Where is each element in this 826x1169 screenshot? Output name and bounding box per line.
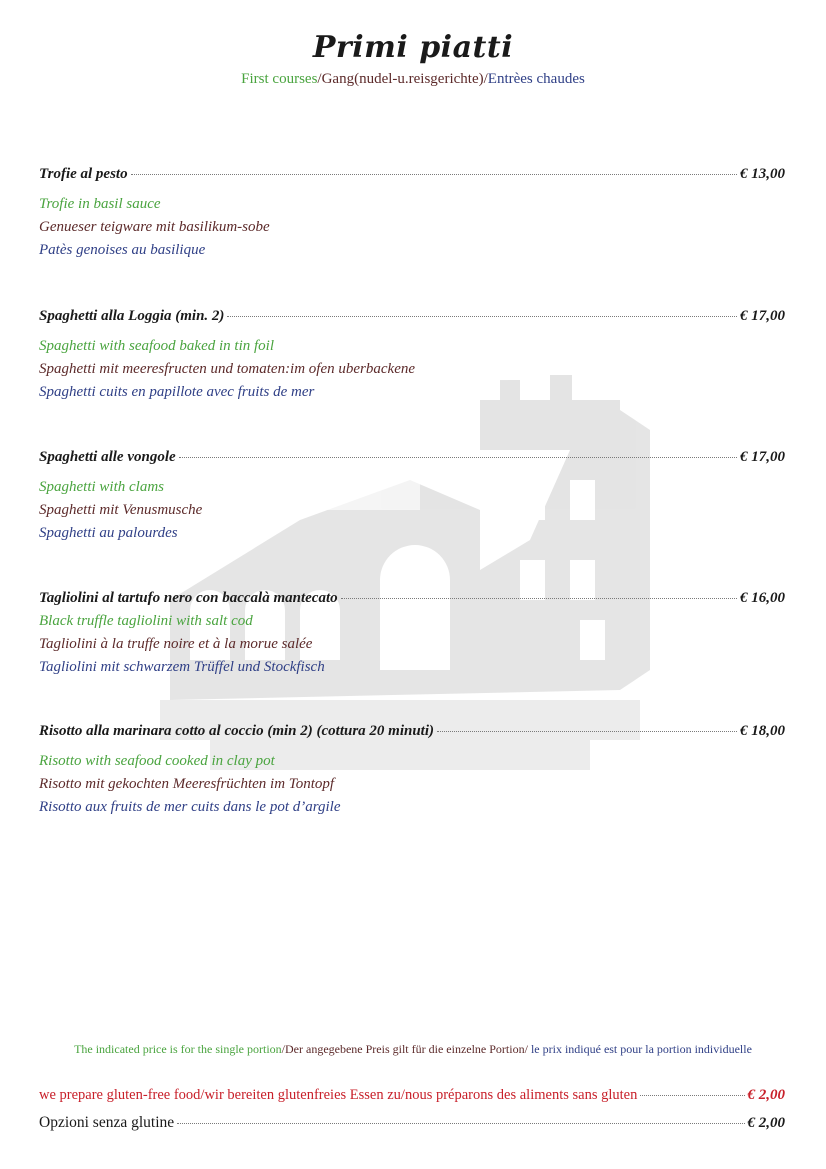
- dish-name: Tagliolini al tartufo nero con baccalà mantecato: [39, 590, 338, 606]
- dot-leader: [131, 173, 737, 175]
- dot-leader: [227, 315, 737, 317]
- gluten-options-row: [39, 1114, 785, 1132]
- dish-name: Spaghetti alla Loggia (min. 2): [39, 308, 225, 324]
- dot-leader: [640, 1094, 744, 1096]
- gluten-free-price: € 2,00: [747, 1087, 785, 1103]
- subtitle-french: Entrèes chaudes: [487, 71, 585, 87]
- dish-translation-english: Spaghetti with seafood baked in tin foil: [39, 338, 274, 354]
- dish-translation-french: Risotto aux fruits de mer cuits dans le pot d’argile: [39, 799, 341, 815]
- dish-translation-german: Genueser teigware mit basilikum-sobe: [39, 219, 270, 235]
- dish-translation-german: Risotto mit gekochten Meeresfrüchten im Tontopf: [39, 776, 335, 792]
- page-title: Primi piatti: [312, 30, 514, 65]
- dish-price: € 13,00: [740, 166, 785, 182]
- gluten-options-text: Opzioni senza glutine: [39, 1114, 175, 1131]
- dot-leader: [437, 730, 737, 732]
- menu-item: [39, 308, 785, 404]
- dish-translation-german: Spaghetti mit meeresfructen und tomaten:im ofen uberbackene: [39, 361, 416, 377]
- dish-price: € 18,00: [740, 723, 785, 739]
- dish-translation-french: Spaghetti au palourdes: [39, 525, 178, 541]
- menu-item: [39, 723, 785, 819]
- dot-leader: [341, 597, 737, 599]
- subtitle-english: First courses: [241, 71, 318, 87]
- gluten-free-text: we prepare gluten-free food/wir bereiten glutenfreies Essen zu/nous préparons des aliments sans gluten: [39, 1087, 638, 1103]
- menu-item: [39, 166, 785, 262]
- gluten-free-row: [39, 1087, 785, 1104]
- dish-name: Risotto alla marinara cotto al coccio (min 2) (cottura 20 minuti): [39, 723, 435, 739]
- gluten-options-price: € 2,00: [747, 1115, 785, 1131]
- dish-translation-german: Tagliolini à la truffe noire et à la morue salée: [39, 636, 313, 652]
- menu-item: [39, 590, 785, 679]
- dish-translation-english: Trofie in basil sauce: [39, 196, 161, 212]
- dish-price: € 17,00: [740, 449, 785, 465]
- subtitle-german: Gang(nudel-u.reisgerichte): [321, 71, 484, 87]
- menu-item: [39, 449, 785, 545]
- portion-note-separator: /: [281, 1042, 286, 1056]
- dish-translation-english: Black truffle tagliolini with salt cod: [39, 613, 253, 629]
- dish-price: € 17,00: [740, 308, 785, 324]
- subtitle-separator: /: [317, 71, 322, 87]
- dot-leader: [179, 456, 737, 458]
- portion-note-german: Der angegebene Preis gilt für die einzelne Portion: [285, 1042, 525, 1056]
- dish-name: Trofie al pesto: [39, 166, 128, 182]
- portion-note-english: The indicated price is for the single portion: [74, 1042, 282, 1056]
- portion-note: [0, 1042, 826, 1057]
- dot-leader: [177, 1122, 744, 1124]
- dish-translation-english: Spaghetti with clams: [39, 479, 164, 495]
- dish-price: € 16,00: [740, 590, 785, 606]
- dish-translation-german: Spaghetti mit Venusmusche: [39, 502, 203, 518]
- dish-translation-french: Spaghetti cuits en papillote avec fruits de mer: [39, 384, 315, 400]
- portion-note-separator: /: [524, 1042, 531, 1056]
- page-subtitle: [0, 71, 826, 88]
- dish-translation-french: Tagliolini mit schwarzem Trüffel und Stockfisch: [39, 659, 325, 675]
- portion-note-french: le prix indiqué est pour la portion individuelle: [530, 1042, 752, 1056]
- dish-name: Spaghetti alle vongole: [39, 449, 176, 465]
- subtitle-separator: /: [483, 71, 488, 87]
- dish-translation-french: Patès genoises au basilique: [39, 242, 206, 258]
- dish-translation-english: Risotto with seafood cooked in clay pot: [39, 753, 275, 769]
